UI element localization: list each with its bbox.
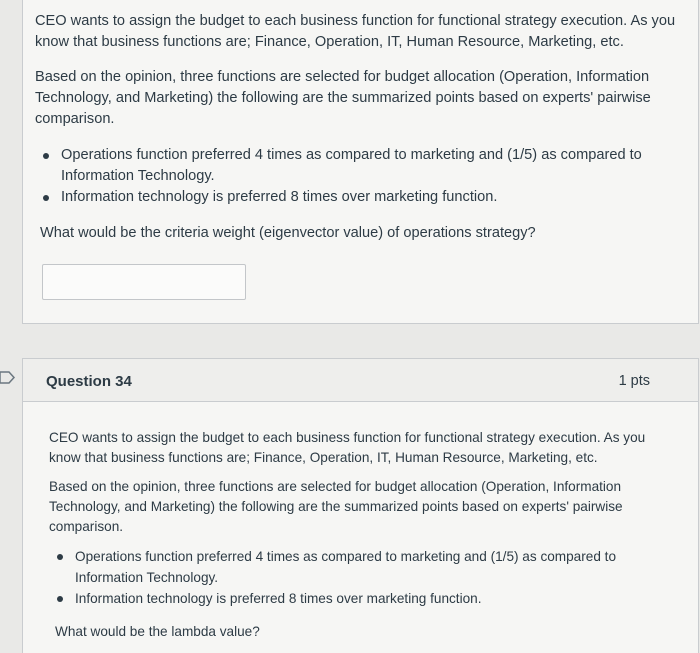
list-item: Operations function preferred 4 times as compared to marketing and (1/5) as compared to Information Technology. (49, 546, 648, 588)
list-item: Information technology is preferred 8 times over marketing function. (49, 588, 648, 609)
question-33-bullets (35, 145, 668, 208)
question-flag-icon[interactable] (0, 371, 16, 384)
question-33-context: Based on the opinion, three functions are selected for budget allocation (Operation, Information Technology, and Marketing) the following are the summarized points based on experts' pairwise comparison. (35, 69, 651, 127)
question-title: Question 34 (46, 373, 132, 390)
question-33-card (22, 0, 699, 324)
question-34-bullets (49, 546, 648, 609)
question-points: 1 pts (618, 373, 650, 389)
question-34-context: Based on the opinion, three functions are selected for budget allocation (Operation, Information Technology, and Marketing) the following are the summarized points based on experts' pairwise comparison. (49, 479, 623, 534)
list-item: Information technology is preferred 8 times over marketing function. (35, 187, 668, 208)
question-34-intro: CEO wants to assign the budget to each business function for functional strategy execution. As you know that business functions are; Finance, Operation, IT, Human Resource, Marketing, etc. (49, 430, 646, 465)
question-34-prompt: What would be the lambda value? (55, 624, 260, 639)
answer-input[interactable] (42, 264, 246, 300)
question-33-prompt: What would be the criteria weight (eigenvector value) of operations strategy? (40, 225, 536, 241)
question-header (23, 359, 698, 402)
question-33-intro: CEO wants to assign the budget to each business function for functional strategy execution. As you know that business functions are; Finance, Operation, IT, Human Resource, Marketing, etc. (35, 13, 676, 50)
question-34-card (22, 358, 699, 653)
list-item: Operations function preferred 4 times as compared to marketing and (1/5) as compared to Information Technology. (35, 145, 668, 187)
